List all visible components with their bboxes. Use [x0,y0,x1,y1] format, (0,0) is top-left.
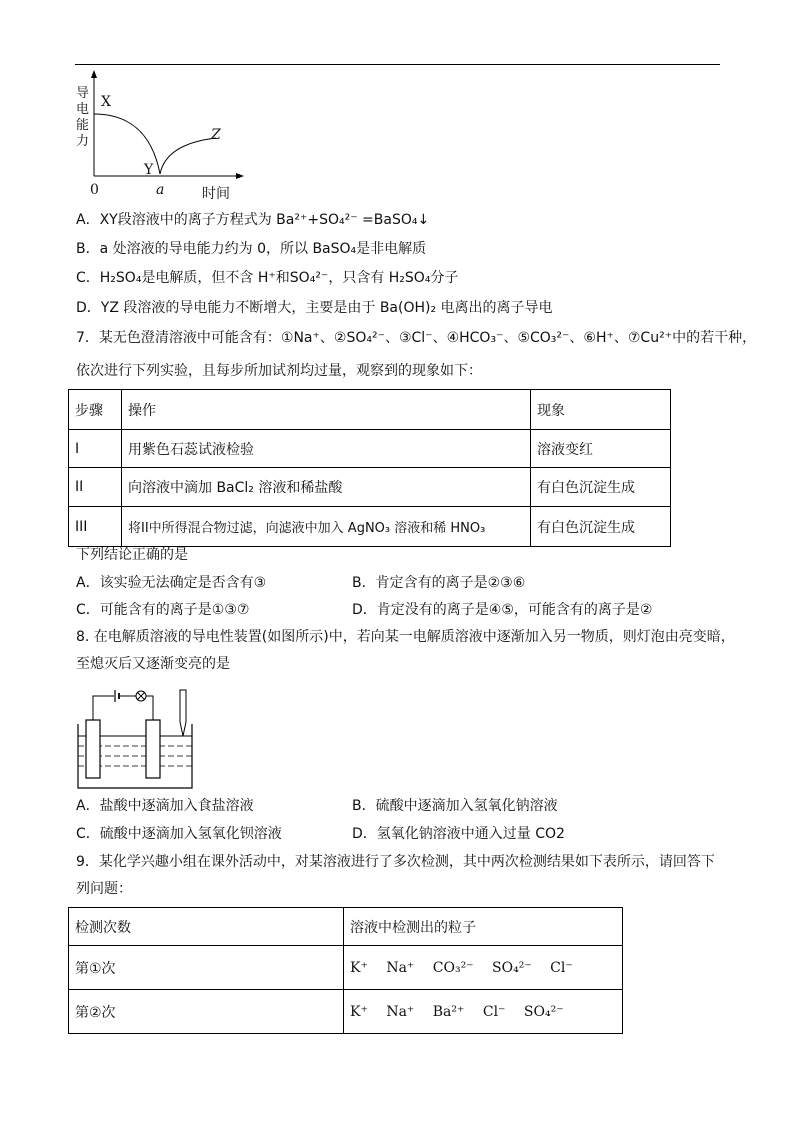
q7-experiment-table [68,389,671,547]
q8-stem-line2: 至熄灭后又逐渐变亮的是 [76,656,230,672]
operation-cell: 用紫色石蕊试液检验 [122,430,531,468]
ion: Cl⁻ [550,959,573,976]
top-rule [75,64,720,65]
row-label: 第②次 [69,990,344,1034]
operation-cell: 将II中所得混合物过滤，向滤液中加入 AgNO₃ 溶液和稀 HNO₃ [122,507,531,547]
table-row [69,946,623,990]
conductivity-graph [88,70,248,200]
header-phenomenon: 现象 [531,390,671,430]
ion: CO₃²⁻ [432,959,474,976]
q9-stem-line2: 列问题： [76,881,132,897]
point-z-label: Z [211,127,221,143]
y-axis-arrow [91,70,97,78]
table-header-row [69,908,623,946]
x-axis-label: 时间 [202,186,230,202]
x-axis-arrow [236,173,244,179]
q6-option-d: D．YZ 段溶液的导电能力不断增大，主要是由于 Ba(OH)₂ 电离出的离子导电 [76,300,553,316]
q7-option-a: A．该实验无法确定是否含有③ [76,575,267,591]
table-header-row [69,390,671,430]
q7-conclusion: 下列结论正确的是 [76,547,188,563]
table-row [69,507,671,547]
step-cell: III [69,507,122,547]
table-row [69,468,671,507]
ion: K⁺ [350,959,368,976]
conductivity-apparatus-diagram [74,684,204,794]
wire-left [93,696,114,720]
y-label-char: 能 [76,118,90,133]
q6-option-a: A．XY段溶液中的离子方程式为 Ba²⁺+SO₄²⁻ =BaSO₄↓ [76,212,430,228]
point-y-label: Y [144,162,154,178]
ion: Ba²⁺ [432,1003,465,1020]
row-label: 第①次 [69,946,344,990]
table-row [69,430,671,468]
y-label-char: 电 [76,102,90,117]
phenomenon-cell: 有白色沉淀生成 [531,507,671,547]
q8-option-c: C．硫酸中逐滴加入氢氧化钡溶液 [76,826,282,842]
ion: K⁺ [350,1003,368,1020]
ion: SO₄²⁻ [492,959,532,976]
table-row [69,990,623,1034]
q7-stem-line1: 7．某无色澄清溶液中可能含有：①Na⁺、②SO₄²⁻、③Cl⁻、④HCO₃⁻、⑤CO₃²⁻、⑥H⁺、⑦Cu²⁺中的若干种， [76,330,757,346]
phenomenon-cell: 溶液变红 [531,430,671,468]
q7-option-d: D．肯定没有的离子是④⑤，可能含有的离子是② [352,602,653,618]
q8-option-b: B．硫酸中逐滴加入氢氧化钠溶液 [352,798,558,814]
point-x-label: X [101,94,111,110]
header-step: 步骤 [69,390,122,430]
q6-option-c: C．H₂SO₄是电解质，但不含 H⁺和SO₄²⁻，只含有 H₂SO₄分子 [76,270,459,286]
q7-stem-line2: 依次进行下列实验，且每步所加试剂均过量，观察到的现象如下： [76,363,482,379]
q7-option-c: C．可能含有的离子是①③⑦ [76,602,250,618]
dropper [180,690,186,736]
header-operation: 操作 [122,390,531,430]
particles-cell [344,946,623,990]
ion: Na⁺ [386,1003,415,1020]
origin-label: 0 [90,182,99,198]
wire-right [146,696,153,720]
step-cell: I [69,430,122,468]
q8-option-a: A．盐酸中逐滴加入食盐溶液 [76,798,254,814]
left-electrode [86,720,100,778]
q7-option-b: B．肯定含有的离子是②③⑥ [352,575,526,591]
q9-stem-line1: 9．某化学兴趣小组在课外活动中，对某溶液进行了多次检测，其中两次检测结果如下表所示，请回答下 [76,854,715,870]
phenomenon-cell: 有白色沉淀生成 [531,468,671,507]
ion: SO₄²⁻ [523,1003,564,1020]
header-count: 检测次数 [69,908,344,946]
particles-cell [344,990,623,1034]
header-particles: 溶液中检测出的粒子 [344,908,623,946]
q8-stem-line1: 8. 在电解质溶液的导电性装置(如图所示)中，若向某一电解质溶液中逐渐加入另一物质，则灯泡由亮变暗， [76,629,735,645]
point-a-label: a [156,182,165,198]
y-label-char: 力 [76,134,90,149]
yz-curve [160,138,216,174]
q8-option-d: D．氢氧化钠溶液中通入过量 CO2 [352,826,565,842]
ion: Cl⁻ [482,1003,506,1020]
q6-option-b: B．a 处溶液的导电能力约为 0，所以 BaSO₄是非电解质 [76,241,427,257]
q9-detection-table [68,907,623,1034]
right-electrode [146,720,160,778]
ion: Na⁺ [386,959,415,976]
operation-cell: 向溶液中滴加 BaCl₂ 溶液和稀盐酸 [122,468,531,507]
step-cell: II [69,468,122,507]
y-label-char: 导 [76,86,90,101]
